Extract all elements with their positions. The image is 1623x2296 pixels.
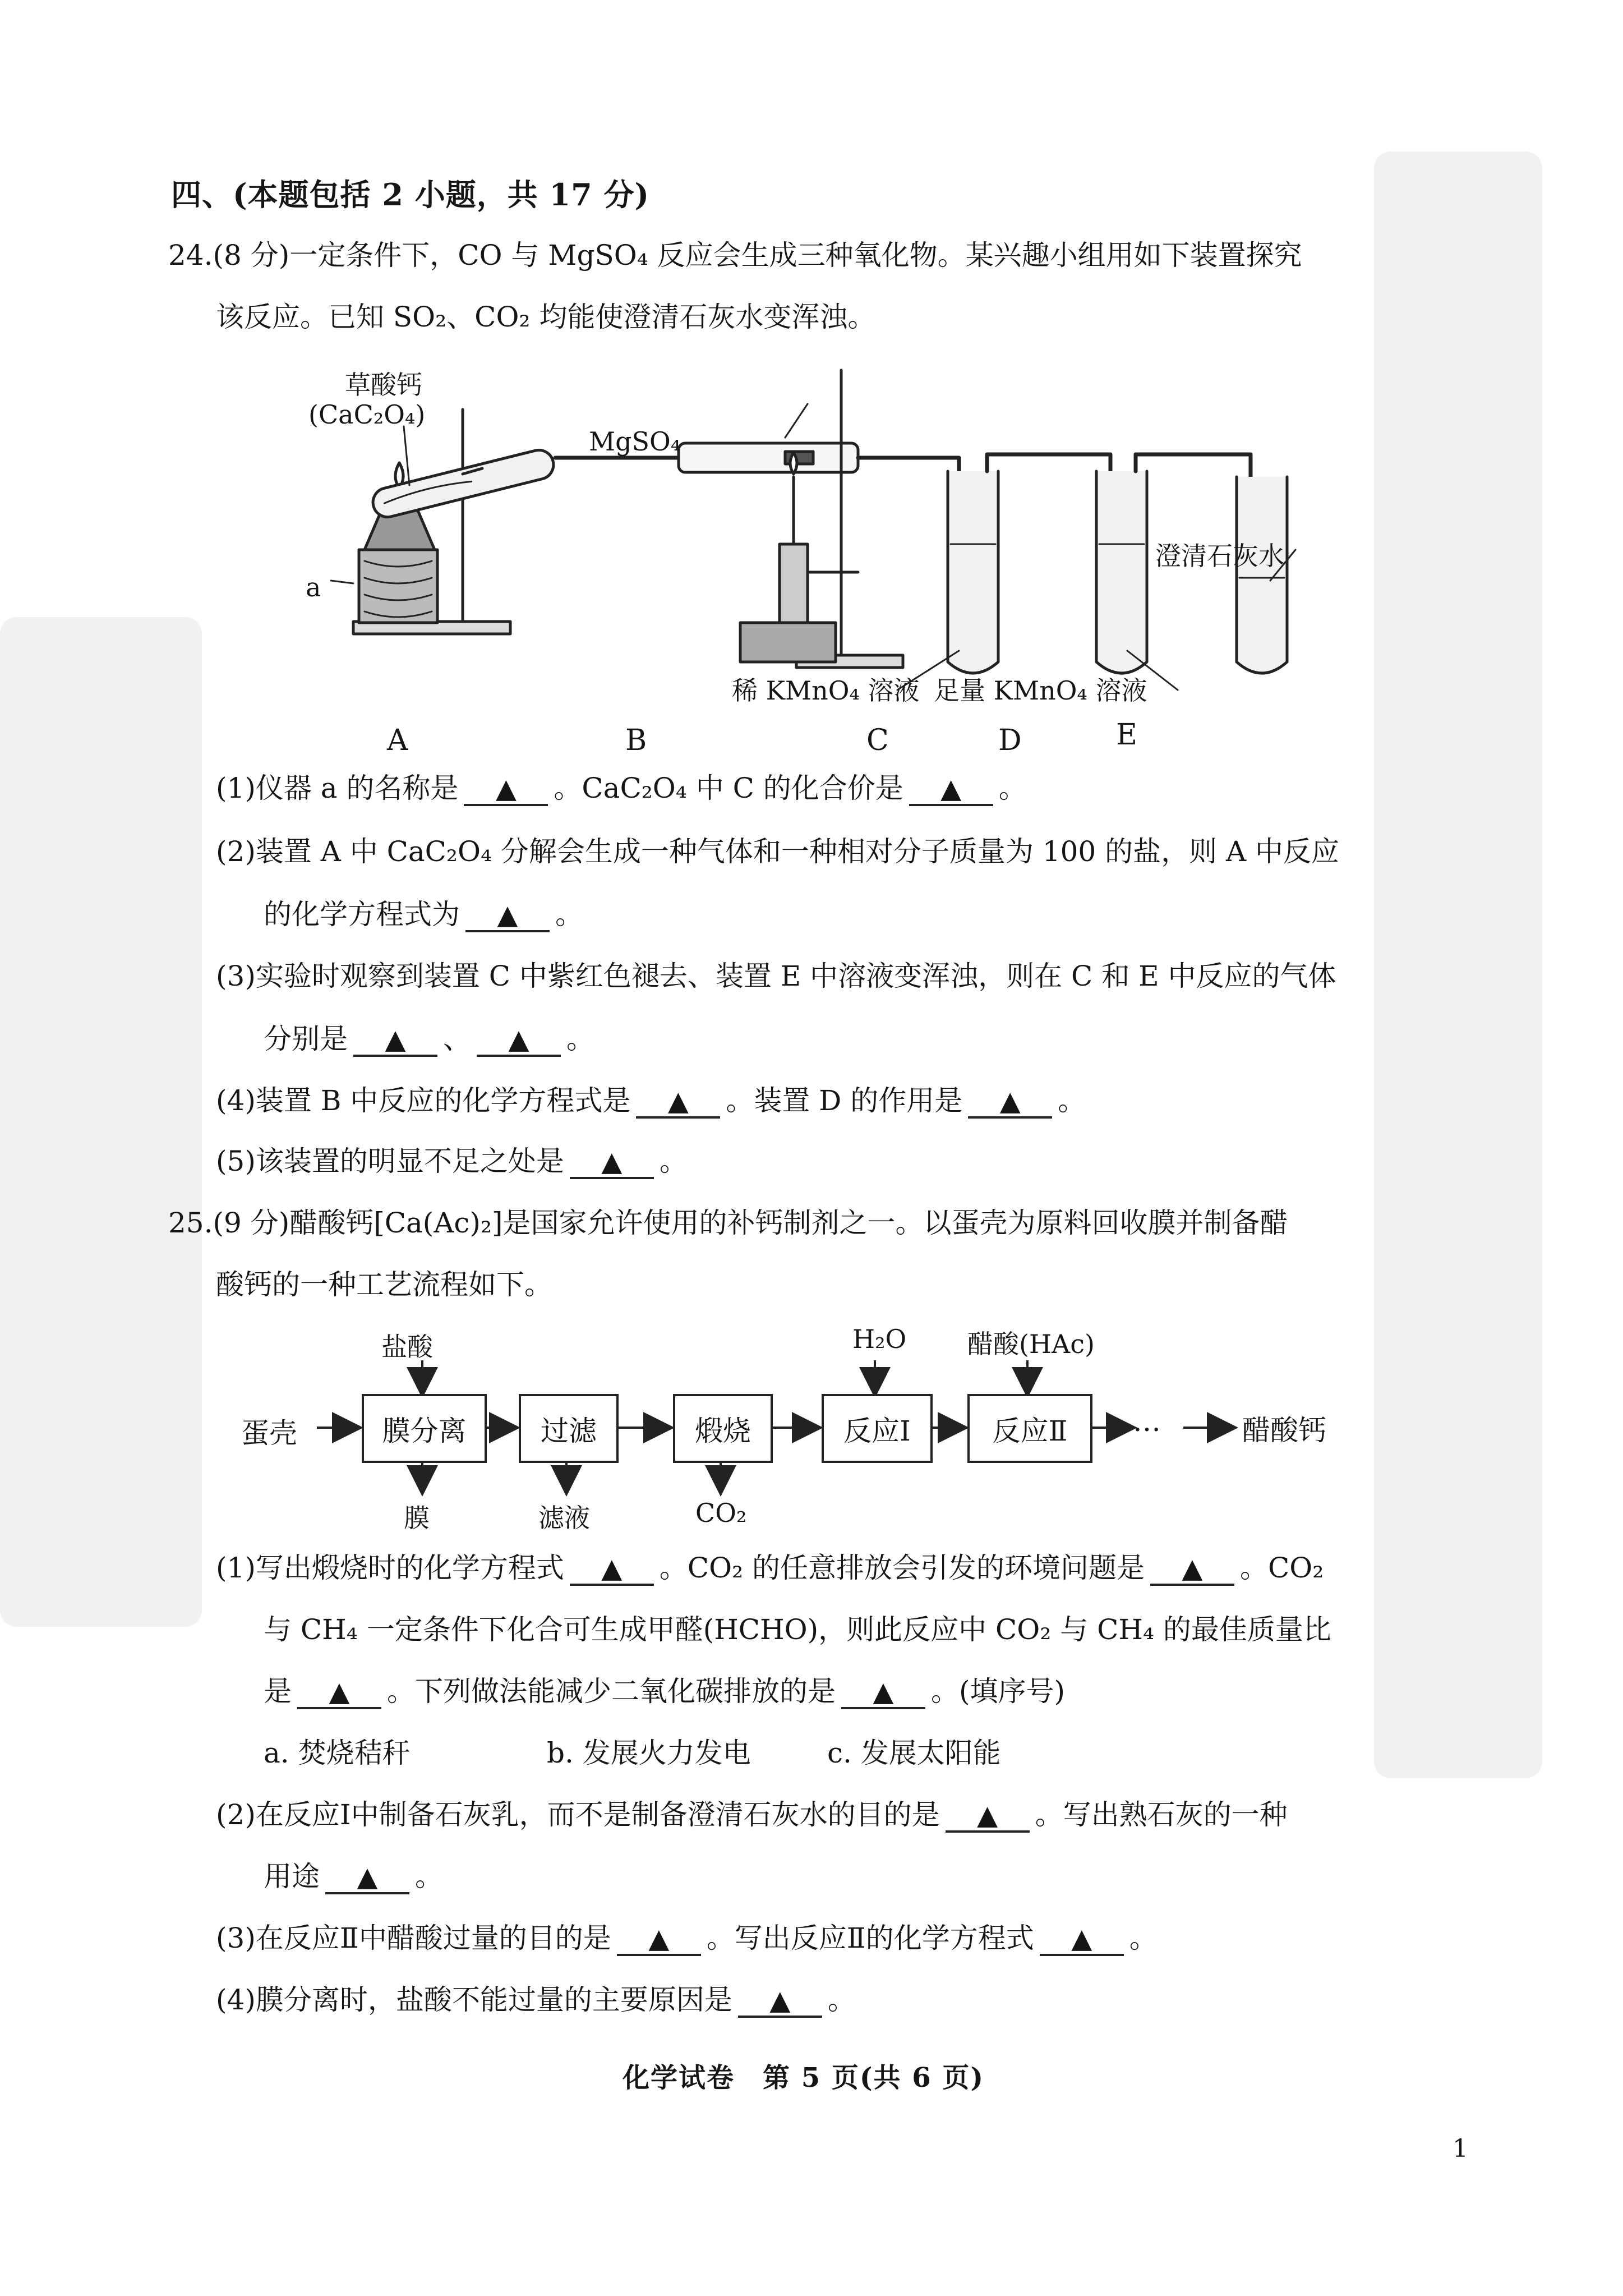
letter-b: B [625, 724, 647, 757]
test-tube-c [948, 471, 998, 673]
answer-blank: ▲ [909, 773, 993, 806]
q24-sub5: (5)该装置的明显不足之处是 ▲ 。 [216, 1139, 688, 1179]
tube-c-d [987, 454, 1110, 589]
q24-sub3-line2: 分别是 ▲ 、 ▲ 。 [264, 1016, 594, 1057]
flow-input-water: H₂O [852, 1324, 907, 1354]
label-kmno4-dilute: 稀 KMnO₄ 溶液 [732, 675, 920, 706]
mgso4-pointer [785, 404, 808, 438]
q24-sub2-line1: (2)装置 A 中 CaC₂O₄ 分解会生成一种气体和一种相对分子质量为 100 的盐，则 A 中反应 [216, 835, 1340, 868]
label-limewater: 澄清石灰水 [1155, 541, 1284, 571]
q25-sub1-line2: 与 CH₄ 一定条件下化合可生成甲醛(HCHO)，则此反应中 CO₂ 与 CH₄ 的最佳质量比 [264, 1613, 1331, 1646]
q25-option-a: a. 焚烧秸秆 [264, 1737, 411, 1769]
answer-blank: ▲ [464, 773, 548, 806]
flow-input-acetic-acid: 醋酸(HAc) [967, 1329, 1095, 1359]
q25-option-b: b. 发展火力发电 [547, 1737, 751, 1769]
q24-sub1: (1)仪器 a 的名称是 ▲ 。CaC₂O₄ 中 C 的化合价是 ▲ 。 [216, 766, 1027, 806]
answer-blank: ▲ [297, 1676, 381, 1709]
flow-dots: … [1133, 1405, 1161, 1438]
answer-blank: ▲ [325, 1861, 409, 1894]
label-apparatus-a: a [306, 572, 321, 602]
scan-shadow-left [0, 617, 202, 1627]
letter-d: D [998, 724, 1022, 757]
answer-blank: ▲ [570, 1553, 654, 1586]
tube-b [679, 443, 858, 472]
section-title: 四、(本题包括 2 小题，共 17 分) [171, 177, 650, 213]
answer-blank: ▲ [570, 1146, 654, 1179]
flow-input-eggshell: 蛋壳 [241, 1417, 297, 1450]
test-tube-e [1237, 477, 1287, 673]
q24-sub3-line1: (3)实验时观察到装置 C 中紫红色褪去、装置 E 中溶液变浑浊，则在 C 和 E 中反应的气体 [216, 960, 1336, 992]
flow-step-reaction-1: 反应Ⅰ [822, 1394, 933, 1463]
q25-stem-line2: 酸钙的一种工艺流程如下。 [216, 1268, 552, 1301]
answer-blank: ▲ [636, 1085, 720, 1119]
flow-output-membrane: 膜 [404, 1503, 430, 1533]
flow-step-filtration: 过滤 [519, 1394, 619, 1463]
answer-blank: ▲ [1040, 1923, 1124, 1956]
tube-b-c [858, 458, 959, 589]
q25-stem-line1: 25.(9 分)醋酸钙[Ca(Ac)₂]是国家允许使用的补钙制剂之一。以蛋壳为原料回收膜并制备醋 [168, 1207, 1288, 1239]
flow-output-filtrate: 滤液 [538, 1503, 590, 1533]
label-kmno4-excess: 足量 KMnO₄ 溶液 [934, 675, 1147, 706]
flow-output-co2: CO₂ [695, 1498, 747, 1528]
burner-base [740, 623, 836, 662]
q24-sub2-line2: 的化学方程式为 ▲ 。 [264, 892, 583, 932]
q25-sub1-line1: (1)写出煅烧时的化学方程式 ▲ 。CO₂ 的任意排放会引发的环境问题是 ▲ 。CO₂ [216, 1545, 1324, 1586]
q25-sub2-line1: (2)在反应Ⅰ中制备石灰乳，而不是制备澄清石灰水的目的是 ▲ 。写出熟石灰的一种 [216, 1792, 1288, 1833]
letter-e: E [1116, 718, 1137, 752]
q25-sub2-line2: 用途 ▲ 。 [264, 1854, 443, 1894]
answer-blank: ▲ [465, 899, 550, 932]
burner-b [780, 544, 808, 623]
answer-blank: ▲ [353, 1024, 437, 1057]
flow-step-calcination: 煅烧 [673, 1394, 773, 1463]
answer-blank: ▲ [968, 1085, 1052, 1119]
answer-blank: ▲ [738, 1985, 822, 2018]
answer-blank: ▲ [841, 1676, 925, 1709]
answer-blank: ▲ [946, 1800, 1030, 1833]
q25-sub1-line3: 是 ▲ 。下列做法能减少二氧化碳排放的是 ▲ 。(填序号) [264, 1669, 1065, 1709]
page-number: 1 [1453, 2134, 1468, 2163]
answer-blank: ▲ [1150, 1553, 1234, 1586]
flow-step-membrane-separation: 膜分离 [362, 1394, 487, 1463]
q25-sub3: (3)在反应Ⅱ中醋酸过量的目的是 ▲ 。写出反应Ⅱ的化学方程式 ▲ 。 [216, 1916, 1158, 1956]
q25-option-c: c. 发展太阳能 [827, 1737, 1001, 1769]
flame-b [790, 453, 797, 474]
label-cac2o4: (CaC₂O₄) [308, 399, 426, 430]
label-calcium-oxalate: 草酸钙 [345, 370, 422, 400]
answer-blank: ▲ [617, 1923, 701, 1956]
letter-a: A [387, 724, 408, 757]
q24-stem-line1: 24.(8 分)一定条件下，CO 与 MgSO₄ 反应会生成三种氧化物。某兴趣小组用如下装置探究 [168, 239, 1302, 272]
flow-output-calcium-acetate: 醋酸钙 [1242, 1414, 1326, 1447]
alcohol-lamp-a [365, 510, 435, 550]
q24-sub4: (4)装置 B 中反应的化学方程式是 ▲ 。装置 D 的作用是 ▲ 。 [216, 1078, 1086, 1119]
page-footer: 化学试卷 第 5 页(共 6 页) [623, 2062, 985, 2093]
test-tube-d [1096, 471, 1147, 673]
q25-sub4: (4)膜分离时，盐酸不能过量的主要原因是 ▲ 。 [216, 1977, 856, 2018]
flow-step-reaction-2: 反应Ⅱ [967, 1394, 1092, 1463]
label-mgso4: MgSO₄ [589, 426, 681, 457]
wooden-block [359, 550, 437, 623]
flow-input-hcl: 盐酸 [381, 1332, 433, 1362]
q24-stem-line2: 该反应。已知 SO₂、CO₂ 均能使澄清石灰水变浑浊。 [216, 301, 876, 333]
letter-c: C [866, 724, 889, 757]
answer-blank: ▲ [477, 1024, 561, 1057]
